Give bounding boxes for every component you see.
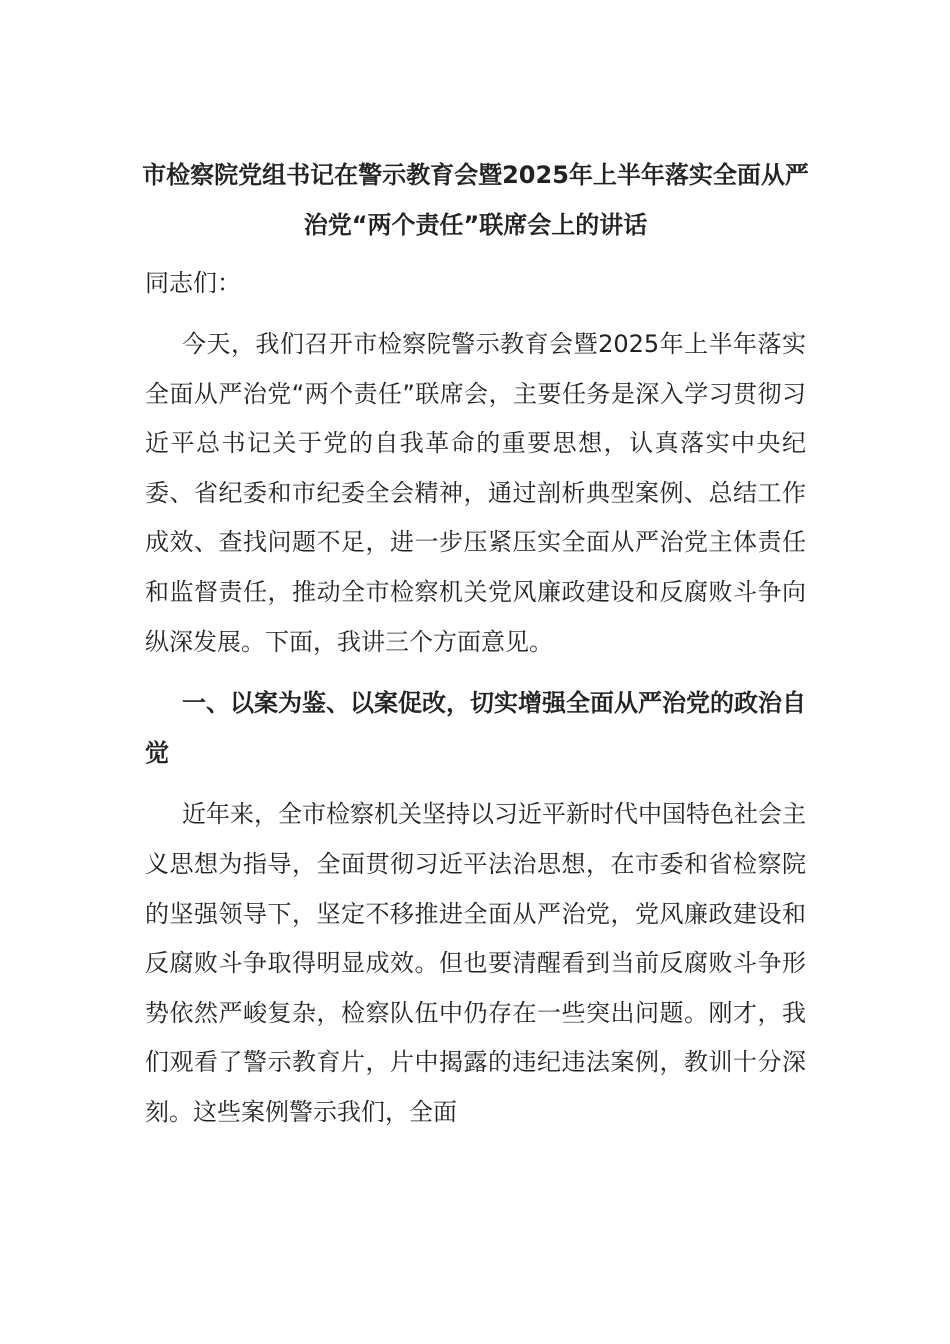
paragraph-intro: 今天，我们召开市检察院警示教育会暨2025年上半年落实全面从严治党“两个责任”联席会，主要任务是深入学习贯彻习近平总书记关于党的自我革命的重要思想，认真落实中央纪委、省纪委和市纪委全会精神，通过剖析典型案例、总结工作成效、查找问题不足，进一步压紧压实全面从严治党主体责任和监督责任，推动全市检察机关党风廉政建设和反腐败斗争向纵深发展。下面，我讲三个方面意见。	[145, 330, 806, 656]
document-title: 市检察院党组书记在警示教育会暨2025年上半年落实全面从严治党“两个责任”联席会上的讲话	[142, 161, 809, 239]
paragraph-section-1: 近年来，全市检察机关坚持以习近平新时代中国特色社会主义思想为指导，全面贯彻习近平法治思想，在市委和省检察院的坚强领导下，坚定不移推进全面从严治党，党风廉政建设和反腐败斗争取得明显成效。但也要清醒看到当前反腐败斗争形势依然严峻复杂，检察队伍中仍存在一些突出问题。刚才，我们观看了警示教育片，片中揭露的违纪违法案例，教训十分深刻。这些案例警示我们，全面	[145, 800, 806, 1126]
document-body	[142, 150, 809, 1138]
section-heading-1: 一、以案为鉴、以案促改，切实增强全面从严治党的政治自觉	[145, 689, 806, 767]
salutation: 同志们：	[145, 269, 241, 297]
